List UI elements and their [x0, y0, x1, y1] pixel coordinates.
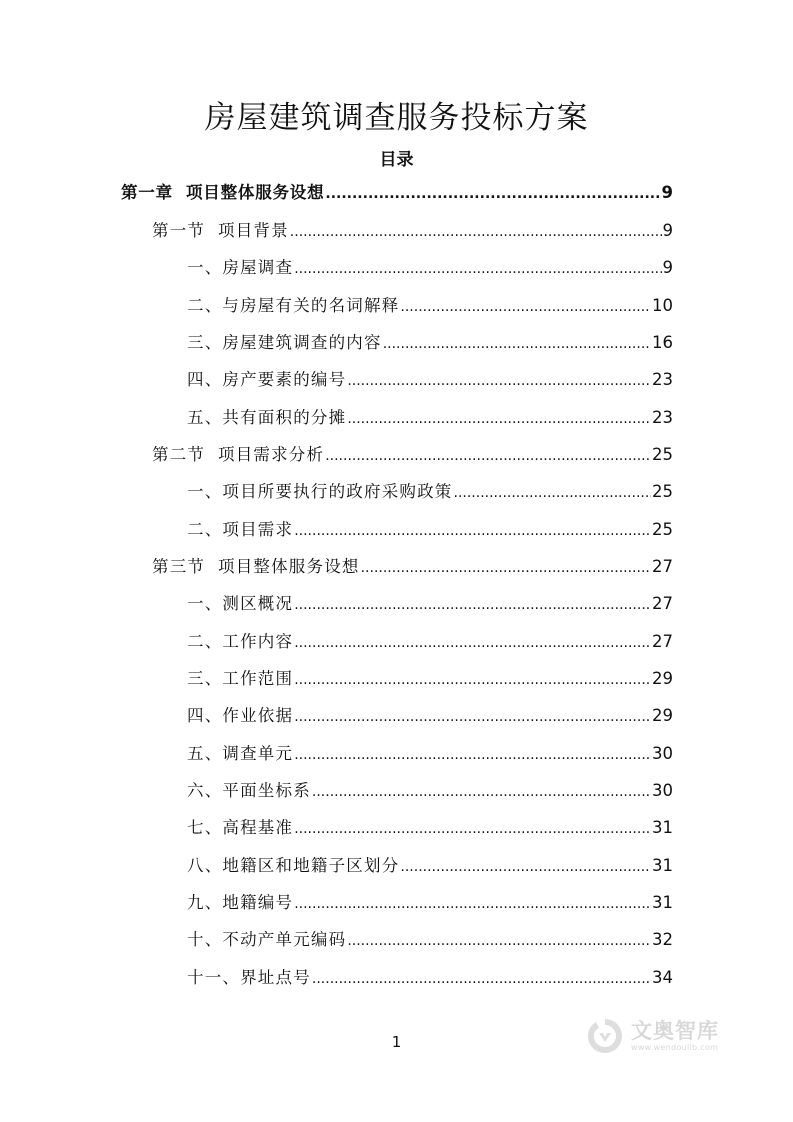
watermark-url: www.wendoulib.com — [631, 1043, 719, 1052]
toc-entry-label: 十、不动产单元编码 — [187, 930, 347, 949]
toc-dot-leader — [294, 740, 651, 770]
toc-entry-page: 9 — [662, 258, 673, 277]
toc-dot-leader — [312, 964, 651, 994]
toc-entry-item[interactable] — [187, 477, 673, 507]
toc-entry-label: 三、工作范围 — [187, 669, 294, 688]
toc-entry-section-3[interactable] — [152, 552, 673, 582]
toc-dot-leader — [400, 852, 651, 882]
toc-entry-label: 第二节 项目需求分析 — [152, 445, 325, 464]
toc-entry-page: 25 — [652, 482, 673, 501]
toc-entry-item[interactable] — [187, 813, 673, 843]
toc-entry-page: 25 — [652, 445, 673, 464]
toc-entry-label: 一、项目所要执行的政府采购政策 — [187, 482, 453, 501]
toc-entry-item[interactable] — [187, 851, 673, 881]
toc-entry-label: 八、地籍区和地籍子区划分 — [187, 856, 400, 875]
toc-dot-leader — [325, 179, 660, 209]
watermark-logo-icon — [585, 1016, 625, 1056]
toc-entry-item[interactable] — [187, 365, 673, 395]
toc-dot-leader — [294, 665, 651, 695]
toc-entry-label: 一、房屋调查 — [187, 258, 294, 277]
toc-entry-label: 第三节 项目整体服务设想 — [152, 557, 360, 576]
toc-entry-label: 二、项目需求 — [187, 520, 294, 539]
toc-entry-page: 27 — [652, 594, 673, 613]
toc-entry-page: 34 — [652, 968, 673, 987]
toc-dot-leader — [347, 404, 651, 434]
toc-entry-item[interactable] — [187, 925, 673, 955]
watermark-name: 文奥智库 — [631, 1019, 719, 1043]
toc-entry-page: 27 — [652, 632, 673, 651]
toc-entry-item[interactable] — [187, 403, 673, 433]
toc-entry-item[interactable] — [187, 963, 673, 993]
toc-entry-page: 31 — [652, 856, 673, 875]
toc-entry-item[interactable] — [187, 589, 673, 619]
toc-entry-chapter-1[interactable] — [121, 178, 673, 208]
toc-entry-section-2[interactable] — [152, 440, 673, 470]
toc-entry-label: 一、测区概况 — [187, 594, 294, 613]
toc-entry-item[interactable] — [187, 627, 673, 657]
toc-entry-label: 九、地籍编号 — [187, 893, 294, 912]
toc-entry-label: 四、房产要素的编号 — [187, 370, 347, 389]
toc-entry-item[interactable] — [187, 776, 673, 806]
toc-entry-label: 六、平面坐标系 — [187, 781, 311, 800]
watermark — [585, 1016, 719, 1056]
toc-dot-leader — [294, 814, 651, 844]
toc-entry-page: 23 — [652, 370, 673, 389]
toc-dot-leader — [347, 366, 651, 396]
toc-entry-item[interactable] — [187, 515, 673, 545]
toc-entry-label: 第一节 项目背景 — [152, 221, 289, 240]
toc-dot-leader — [294, 516, 651, 546]
toc-entry-item[interactable] — [187, 888, 673, 918]
toc-dot-leader — [294, 702, 651, 732]
toc-dot-leader — [400, 292, 651, 322]
toc-entry-label: 五、共有面积的分摊 — [187, 408, 347, 427]
toc-dot-leader — [294, 254, 661, 284]
toc-entry-page: 10 — [652, 296, 673, 315]
toc-dot-leader — [294, 628, 651, 658]
toc-dot-leader — [454, 478, 652, 508]
toc-dot-leader — [290, 217, 662, 247]
toc-entry-item[interactable] — [187, 253, 673, 283]
toc-entry-page: 31 — [652, 818, 673, 837]
toc-entry-item[interactable] — [187, 291, 673, 321]
toc-dot-leader — [347, 926, 651, 956]
toc-dot-leader — [294, 590, 651, 620]
toc-entry-page: 32 — [652, 930, 673, 949]
toc-entry-label: 二、与房屋有关的名词解释 — [187, 296, 400, 315]
toc-entry-page: 25 — [652, 520, 673, 539]
toc-entry-page: 9 — [662, 221, 673, 240]
toc-entry-label: 七、高程基准 — [187, 818, 294, 837]
toc-entry-section-1[interactable] — [152, 216, 673, 246]
toc-entry-page: 9 — [661, 183, 673, 202]
document-title: 房屋建筑调查服务投标方案 — [204, 100, 589, 136]
toc-heading: 目录 — [379, 150, 414, 170]
toc-entry-label: 四、作业依据 — [187, 706, 294, 725]
toc-entry-page: 30 — [652, 781, 673, 800]
toc-entry-page: 29 — [652, 706, 673, 725]
toc-dot-leader — [294, 889, 651, 919]
toc-dot-leader — [325, 441, 651, 471]
toc-entry-label: 十一、界址点号 — [187, 968, 311, 987]
page-number: 1 — [391, 1033, 402, 1051]
toc-entry-label: 第一章 项目整体服务设想 — [121, 183, 325, 202]
toc-entry-item[interactable] — [187, 739, 673, 769]
toc-dot-leader — [361, 553, 651, 583]
toc-entry-label: 二、工作内容 — [187, 632, 294, 651]
toc-entry-item[interactable] — [187, 701, 673, 731]
toc-entry-item[interactable] — [187, 328, 673, 358]
toc-entry-page: 30 — [652, 744, 673, 763]
toc-dot-leader — [383, 329, 651, 359]
toc-entry-page: 29 — [652, 669, 673, 688]
toc-entry-item[interactable] — [187, 664, 673, 694]
toc-entry-page: 27 — [652, 557, 673, 576]
toc-dot-leader — [312, 777, 651, 807]
toc-entry-label: 五、调查单元 — [187, 744, 294, 763]
watermark-text — [631, 1019, 719, 1053]
toc-entry-page: 23 — [652, 408, 673, 427]
toc-entry-page: 31 — [652, 893, 673, 912]
toc-entry-label: 三、房屋建筑调查的内容 — [187, 333, 382, 352]
toc-entry-page: 16 — [652, 333, 673, 352]
